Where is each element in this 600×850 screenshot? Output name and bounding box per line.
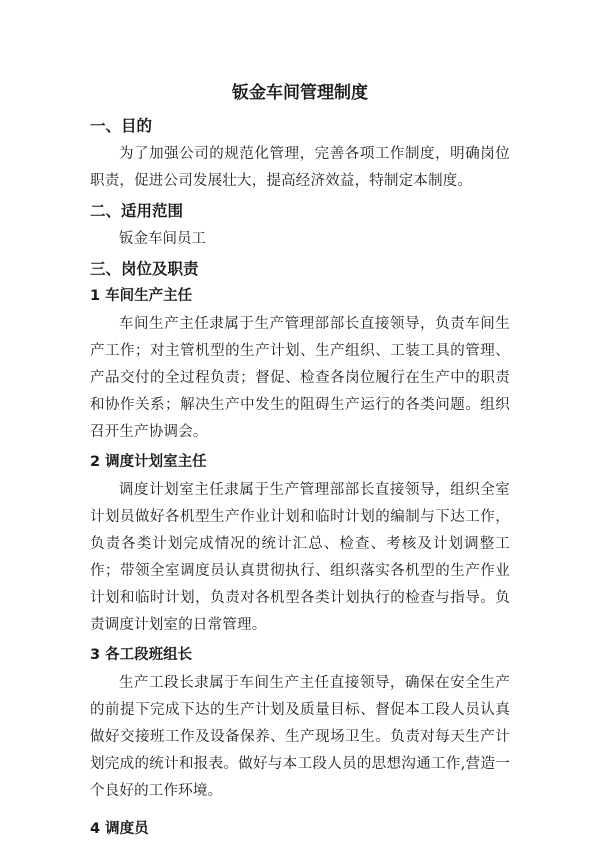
- duty-heading-workshop-director: 1 车间生产主任: [90, 288, 193, 304]
- section-text-purpose: 为了加强公司的规范化管理，完善各项工作制度，明确岗位职责，促进公司发展壮大，提高经济效益，特制定本制度。: [90, 146, 510, 189]
- duty-text-section-leader: 生产工段长隶属于车间生产主任直接领导，确保在安全生产的前提下完成下达的生产计划及质量目标、督促本工段人员认真做好交接班工作及设备保养、生产现场卫生。负责对每天生产计划完成的统计和报表。做好与本工段人员的思想沟通工作,营造一个良好的工作环境。: [90, 675, 510, 799]
- duty-heading-dispatch-director: 2 调度计划室主任: [90, 454, 207, 470]
- section-heading-duties: 三、岗位及职责: [90, 260, 199, 278]
- duty-heading-section-leader: 3 各工段班组长: [90, 647, 193, 663]
- section-text-scope: 钣金车间员工: [119, 231, 206, 247]
- section-heading-scope: 二、适用范围: [90, 202, 184, 220]
- document-title: 钣金车间管理制度: [232, 83, 368, 103]
- section-heading-purpose: 一、目的: [90, 117, 153, 135]
- duty-text-dispatch-director: 调度计划室主任隶属于生产管理部部长直接领导，组织全室计划员做好各机型生产作业计划和临时计划的编制与下达工作，负责各类计划完成情况的统计汇总、检查、考核及计划调整工作；带领全室调度员认真贯彻执行、组织落实各机型的生产作业计划和临时计划，负责对各机型各类计划执行的检查与指导。负责调度计划室的日常管理。: [90, 482, 510, 633]
- duty-text-workshop-director: 车间生产主任隶属于生产管理部部长直接领导，负责车间生产工作；对主管机型的生产计划、生产组织、工装工具的管理、产品交付的全过程负责；督促、检查各岗位履行在生产中的职责和协作关系；解决生产中发生的阻碍生产运行的各类问题。组织召开生产协调会。: [90, 316, 510, 440]
- duty-heading-dispatcher: 4 调度员: [90, 821, 149, 837]
